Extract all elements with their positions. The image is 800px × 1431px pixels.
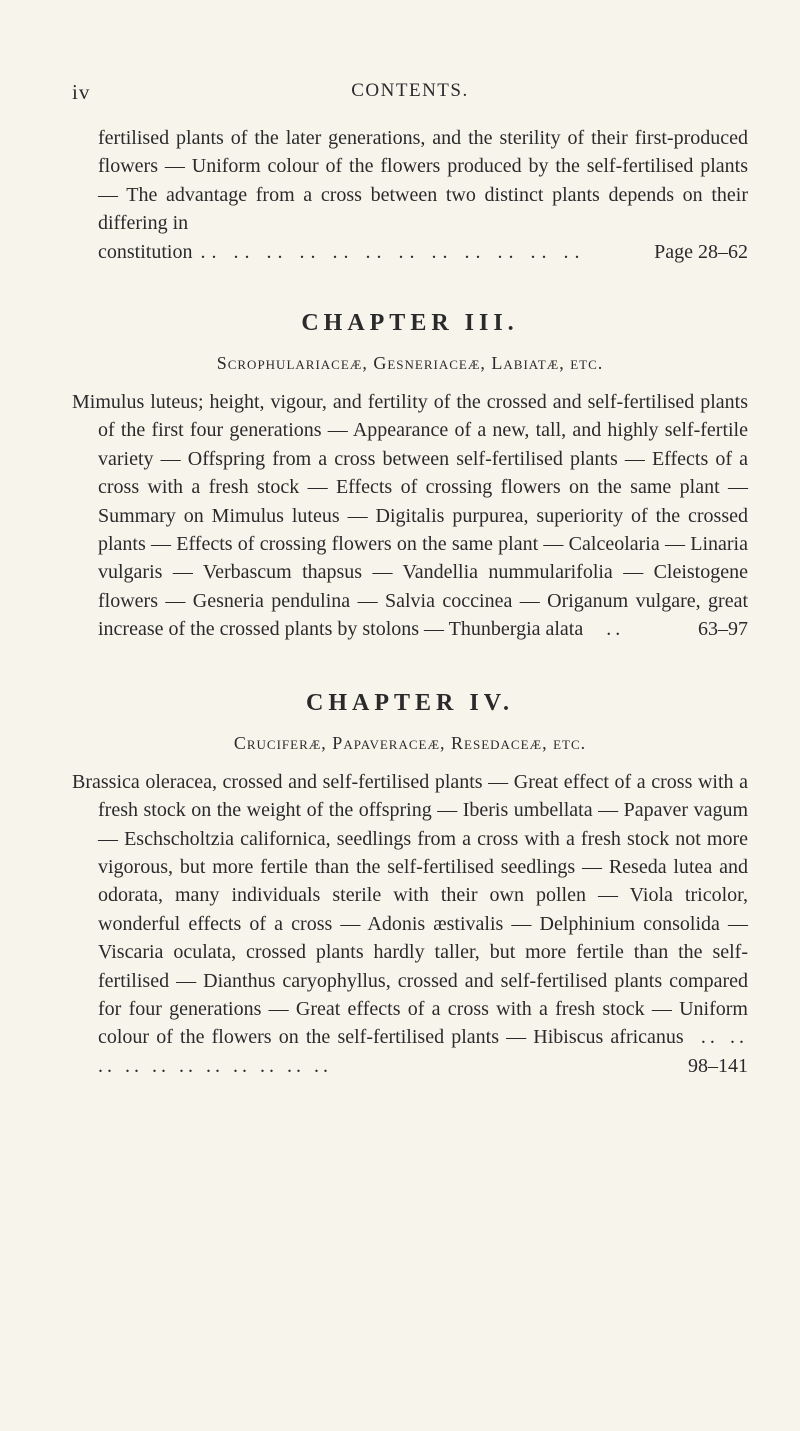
continuation-entry [72,124,748,266]
running-title: CONTENTS. [351,80,469,101]
continuation-text: fertilised plants of the later generations, and the sterility of their first-produced flowers — Uniform colour of the flowers produced by the self-fertilised plants — The advantage from a cross between two distinct plants depends on their differing in [98,127,748,235]
chapter-3-summary-text: Mimulus luteus; height, vigour, and fertility of the crossed and self-fertilised plants of the first four generations — Appearance of a new, tall, and highly self-fertile variety — Offspring from a cross between self-fertilised plants — Effects of a cross with a fresh stock — Effects of crossing flowers on the same plant — Summary on Mimulus luteus — Digitalis purpurea, superiority of the crossed plants — Effects of crossing flowers on the same plant — Calceolaria — Linaria vulgaris — Verbascum thapsus — Vandellia nummularifolia — Cleistogene flowers — Gesneria pendulina — Salvia coccinea — Origanum vulgare, great increase of the crossed plants by stolons — Thunbergia alata [72,391,748,641]
page-number: iv [72,80,91,104]
dot-leader: .. [606,618,625,641]
dot-leader: .. .. .. .. .. .. .. .. .. .. .. .. [200,240,586,263]
continuation-last-line [98,238,748,266]
book-page [0,80,800,1431]
chapter-4-summary-text: Brassica oleracea, crossed and self-fertilised plants — Great effect of a cross with a fresh stock on the weight of the offspring — Iberis umbellata — Papaver vagum — Eschscholtzia californica, seedlings from a cross with a fresh stock not more vigorous, but more fertile than the self-fertilised seedlings — Reseda lutea and odorata, many individuals sterile with their own pollen — Viola tricolor, wonderful effects of a cross — Adonis æstivalis — Delphinium consolida — Viscaria oculata, crossed plants hardly taller, but more fertile than the self-fertilised — Dianthus caryophyllus, crossed and self-fertilised plants compared for four generations — Great effects of a cross with a fresh stock — Uniform colour of the flowers on the self-fertilised plants — Hibiscus africanus [72,770,748,1049]
chapter-4-subtitle: Cruciferæ, Papaveraceæ, Resedaceæ, etc. [233,732,587,753]
chapter-3-summary [72,388,748,644]
chapter-3-subtitle: Scrophulariaceæ, Gesneriaceæ, Labiatæ, etc. [216,353,604,374]
page-range: 98–141 [688,1054,748,1077]
continuation-last-word: constitution [98,240,193,263]
chapter-3-title: CHAPTER III. [301,310,519,337]
chapter-4-title: CHAPTER IV. [306,689,514,716]
running-head [72,80,748,120]
chapter-4-summary [72,768,748,1080]
page-reference: Page 28–62 [654,240,748,263]
page-range: 63–97 [698,618,748,641]
dot-leader: .. .. .. .. .. .. .. .. .. .. .. [98,1026,749,1077]
